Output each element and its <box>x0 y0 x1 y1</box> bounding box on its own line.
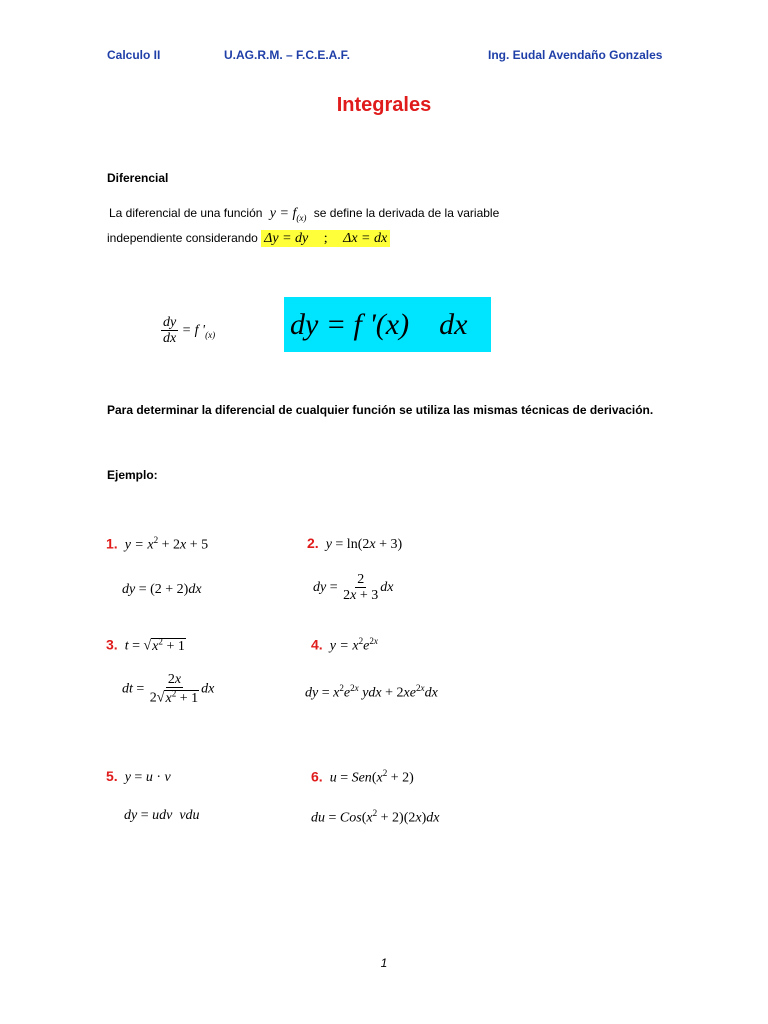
example-4-number: 4. <box>311 636 323 653</box>
intro-text-a: La diferencial de una función <box>109 206 263 220</box>
page-number: 1 <box>380 956 388 970</box>
main-formula: dy = f '(x) dx <box>290 308 468 341</box>
example-3-fraction: $\frac{2x}{2√x^2 + 1}$ <box>149 672 199 707</box>
header-author: Ing. Eudal Avendaño Gonzales <box>488 48 663 62</box>
example-2-number: 2. <box>307 535 319 551</box>
example-2-fraction: $\frac{2}{2x + 3}$ <box>343 572 379 604</box>
example-4-function: 4. $y = x^2e^{2x}$ <box>311 636 378 654</box>
example-4-differential: dy = $x^2e^{2x}$ ydx + $2xe^{2x}dx$ <box>305 683 438 701</box>
delta-y-def: Δy = dy <box>264 231 309 246</box>
example-2-function: 2. y = ln(2x + 3) <box>307 535 403 552</box>
fraction-numerator: dy <box>163 315 177 330</box>
example-1-function: 1. $y = x^2 + 2x + 5$ <box>106 535 209 553</box>
derivative-rhs: = f ' <box>181 323 206 339</box>
fraction-denominator: dx <box>163 331 177 347</box>
intro-line-1 <box>109 206 499 223</box>
example-1-differential: dy = (2 + 2)dx <box>122 582 202 597</box>
example-5-number: 5. <box>106 768 118 784</box>
example-1-number: 1. <box>106 535 118 552</box>
example-6-differential: du = $Cos(x^2 + 2)(2x)dx$ <box>311 808 440 826</box>
derivative-formula <box>161 315 215 347</box>
page-title: Integrales <box>336 94 432 116</box>
example-3-function: 3. $t = √x^2 + 1$ <box>106 636 185 654</box>
example-label: Ejemplo: <box>107 468 158 482</box>
example-3-differential: dt = $\frac{2x}{2√x^2 + 1}$ dx <box>122 672 215 707</box>
delta-x-def: Δx = dx <box>343 231 388 246</box>
example-6-function: 6. $u = Sen(x^2 + 2)$ <box>311 768 414 786</box>
derivative-rhs-sub: (x) <box>205 329 216 340</box>
separator: ; <box>323 231 328 246</box>
example-5-differential: dy = udv vdu <box>124 808 200 823</box>
intro-line-2 <box>107 231 390 247</box>
example-2-differential: dy = $\frac{2}{2x + 3}$ dx <box>313 572 394 604</box>
section-heading: Diferencial <box>107 171 169 185</box>
example-5-function: 5. y = u · v <box>106 768 171 785</box>
dy-dx-fraction <box>161 315 178 347</box>
intro-text-c: independiente considerando <box>107 231 258 245</box>
intro-text-b: se define la derivada de la variable <box>313 206 500 220</box>
header-course: Calculo II <box>107 48 161 62</box>
header-institution: U.AG.R.M. – F.C.E.A.F. <box>224 48 351 62</box>
function-notation: $y = f_{(x)}$ <box>269 206 307 223</box>
example-6-number: 6. <box>311 768 323 785</box>
technique-note: Para determinar la diferencial de cualquier función se utiliza las mismas técnicas de derivación. <box>107 403 654 417</box>
highlighted-definition <box>261 230 390 247</box>
example-3-number: 3. <box>106 636 118 653</box>
main-formula-box <box>284 297 491 352</box>
